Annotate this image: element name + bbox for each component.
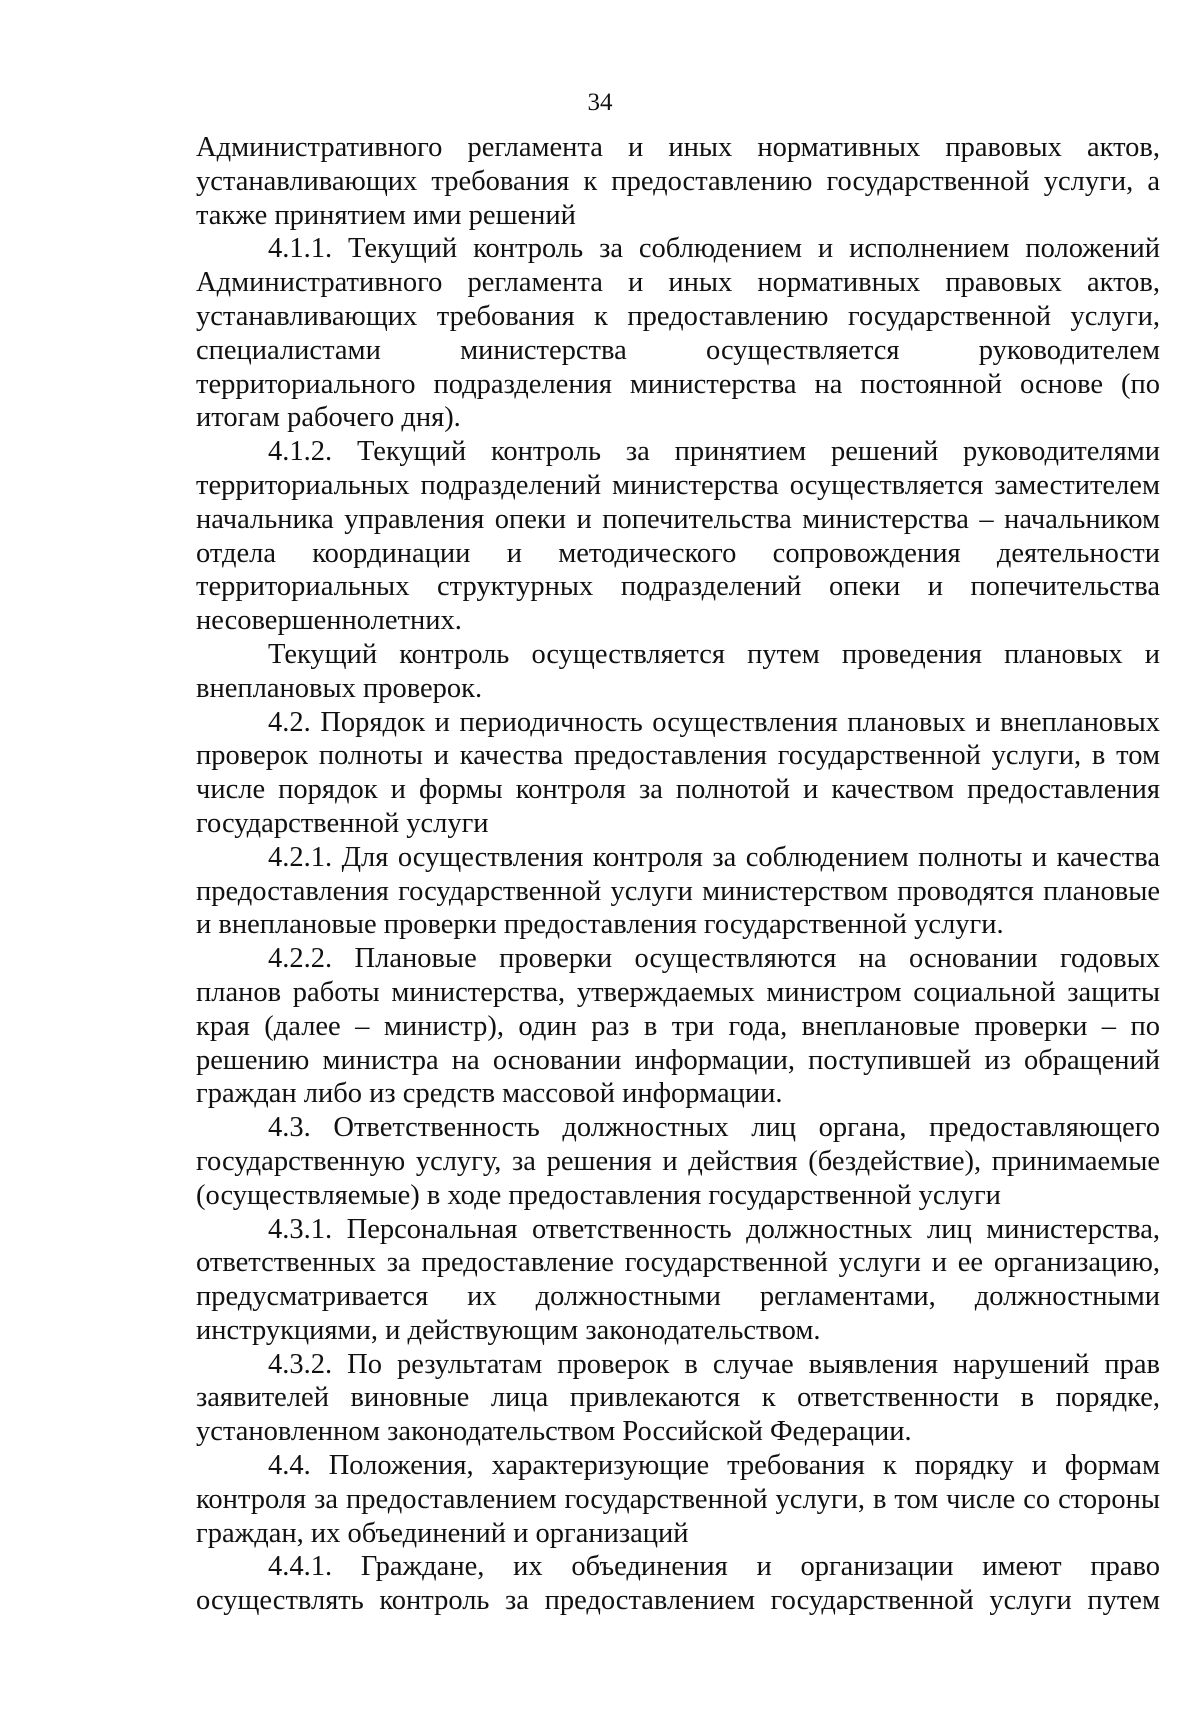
section-heading: 4.2. Порядок и периодичность осуществления плановых и внеплановых проверок полноты и качества предоставления государственной услуги, в том числе порядок и формы контроля за полнотой и качеством предоставления государственной услуги [196,706,1160,839]
paragraph: 4.2.1. Для осуществления контроля за соблюдением полноты и качества предоставления государственной услуги министерством проводятся плановые и внеплановые проверки предоставления государственной услуги. [196,841,1160,941]
page-number: 34 [587,89,613,116]
paragraph: 4.2.2. Плановые проверки осуществляются на основании годовых планов работы министерства, утверждаемых министром социальной защиты края (далее – министр), один раз в три года, внеплановые проверки – по решению министра на основании информации, поступившей из обращений граждан либо из средств массовой информации. [196,943,1160,1110]
paragraph: 4.3.1. Персональная ответственность должностных лиц министерства, ответственных за предоставление государственной услуги и ее организацию, предусматривается их должностными регламентами, должностными инструкциями, и действующим законодательством. [196,1213,1160,1346]
paragraph: 4.1.2. Текущий контроль за принятием решений руководителями территориальных подразделений министерства осуществляется заместителем начальника управления опеки и попечительства министерства – начальником отдела координации и методического сопровождения деятельности территориальных структурных подразделений опеки и попечительства несовершеннолетних. [196,436,1160,637]
paragraph: 4.1.1. Текущий контроль за соблюдением и исполнением положений Административного регламента и иных нормативных правовых актов, устанавливающих требования к предоставлению государственной услуги, специалистами министерства осуществляется руководителем территориального подразделения министерства на постоянной основе (по итогам рабочего дня). [196,233,1160,434]
paragraph: 4.4.1. Граждане, их объединения и организации имеют право осуществлять контроль за предоставлением государственной услуги путем [196,1551,1160,1617]
paragraph: Текущий контроль осуществляется путем проведения плановых и внеплановых проверок. [196,638,1160,704]
section-heading: 4.3. Ответственность должностных лиц органа, предоставляющего государственную услугу, за решения и действия (бездействие), принимаемые (осуществляемые) в ходе предоставления государственной услуги [196,1112,1160,1211]
paragraph: 4.3.2. По результатам проверок в случае выявления нарушений прав заявителей виновные лица привлекаются к ответственности в порядке, установленном законодательством Российской Федерации. [196,1348,1160,1448]
document-body [196,131,1160,1618]
paragraph: Административного регламента и иных нормативных правовых актов, устанавливающих требования к предоставлению государственной услуги, а также принятием ими решений [196,132,1160,231]
section-heading: 4.4. Положения, характеризующие требования к порядку и формам контроля за предоставлением государственной услуги, в том числе со стороны граждан, их объединений и организаций [196,1450,1160,1549]
